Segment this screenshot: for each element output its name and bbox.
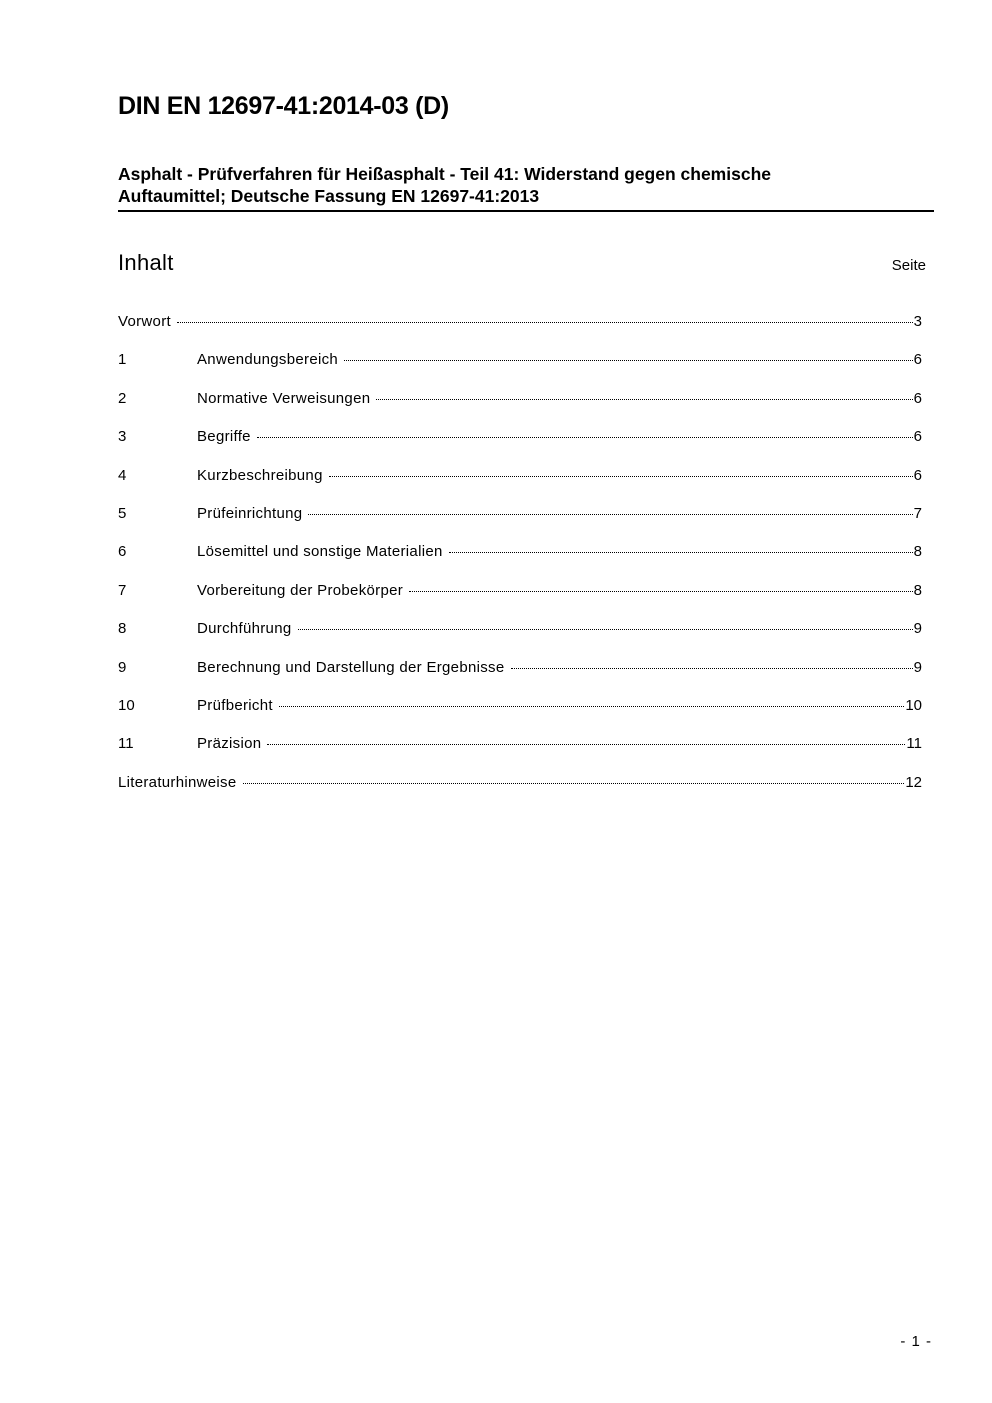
toc-entry-page: 11 bbox=[906, 735, 922, 753]
toc-entry-title: Vorbereitung der Probekörper bbox=[197, 581, 404, 599]
toc-entry-page: 8 bbox=[913, 543, 922, 561]
toc-entry-page: 9 bbox=[913, 620, 922, 638]
toc-entry-number: 11 bbox=[118, 735, 134, 753]
toc-entry-number: 10 bbox=[118, 696, 135, 714]
document-subtitle bbox=[118, 163, 934, 212]
toc-entry-title: Prüfeinrichtung bbox=[197, 504, 303, 522]
toc-leader-dots bbox=[409, 591, 913, 592]
toc-entry-title: Normative Verweisungen bbox=[197, 389, 371, 407]
toc-entry-title: Prüfbericht bbox=[197, 696, 273, 714]
toc-leader-dots bbox=[267, 744, 905, 745]
toc-entry-title: Lösemittel und sonstige Materialien bbox=[197, 543, 443, 561]
toc-entry-number: 9 bbox=[118, 658, 127, 676]
toc-entry-number: 6 bbox=[118, 543, 127, 561]
toc-entry-5[interactable] bbox=[118, 505, 922, 543]
toc-entry-page: 8 bbox=[913, 581, 922, 599]
toc-entry-number: 3 bbox=[118, 428, 127, 446]
toc-entry-title: Kurzbeschreibung bbox=[197, 466, 323, 484]
toc-entry-page: 6 bbox=[913, 428, 922, 446]
toc-entry-1[interactable] bbox=[118, 351, 922, 389]
toc-entry-title: Anwendungsbereich bbox=[197, 351, 339, 369]
toc-leader-dots bbox=[243, 783, 905, 784]
toc-entry-8[interactable] bbox=[118, 620, 922, 658]
toc-entry-title: Begriffe bbox=[197, 428, 251, 446]
toc-entry-page: 6 bbox=[913, 389, 922, 407]
toc-entry-literaturhinweise[interactable] bbox=[118, 774, 922, 812]
subtitle-line-2: Auftaumittel; Deutsche Fassung EN 12697-41:2013 bbox=[118, 186, 540, 206]
toc-entry-page: 9 bbox=[913, 658, 922, 676]
toc-entry-2[interactable] bbox=[118, 390, 922, 428]
toc-entry-9[interactable] bbox=[118, 659, 922, 697]
document-id: DIN EN 12697-41:2014-03 (D) bbox=[118, 92, 449, 120]
toc-entry-page: 6 bbox=[913, 466, 922, 484]
toc-entry-title: Präzision bbox=[197, 735, 262, 753]
toc-leader-dots bbox=[511, 668, 913, 669]
toc-entry-number: 4 bbox=[118, 466, 127, 484]
toc-entry-number: 2 bbox=[118, 389, 127, 407]
toc-entry-page: 12 bbox=[905, 773, 922, 791]
toc-entry-title: Berechnung und Darstellung der Ergebnisse bbox=[197, 658, 505, 676]
toc-entry-number: 1 bbox=[118, 351, 127, 369]
toc-leader-dots bbox=[257, 437, 913, 438]
toc-entry-page: 10 bbox=[905, 696, 922, 714]
toc-entry-6[interactable] bbox=[118, 543, 922, 581]
toc-entry-vorwort[interactable] bbox=[118, 313, 922, 351]
toc-leader-dots bbox=[279, 706, 904, 707]
subtitle-line-1: Asphalt - Prüfverfahren für Heißasphalt - Teil 41: Widerstand gegen chemische bbox=[118, 164, 771, 184]
toc-leader-dots bbox=[177, 322, 913, 323]
toc-entry-number: 5 bbox=[118, 504, 127, 522]
toc-entry-page: 3 bbox=[913, 313, 922, 330]
toc-entry-4[interactable] bbox=[118, 467, 922, 505]
toc-leader-dots bbox=[344, 360, 913, 361]
toc-leader-dots bbox=[376, 399, 912, 400]
toc-entry-number: 8 bbox=[118, 620, 127, 638]
toc-entry-title: Vorwort bbox=[118, 313, 171, 330]
toc-heading: Inhalt bbox=[118, 250, 174, 275]
toc-entry-7[interactable] bbox=[118, 582, 922, 620]
toc-leader-dots bbox=[329, 476, 913, 477]
toc-leader-dots bbox=[308, 514, 912, 515]
toc-page-label: Seite bbox=[891, 257, 926, 274]
toc-entry-title: Literaturhinweise bbox=[118, 773, 237, 791]
toc-entry-title: Durchführung bbox=[197, 620, 292, 638]
toc-leader-dots bbox=[449, 552, 913, 553]
toc-entry-10[interactable] bbox=[118, 697, 922, 735]
page-number: - 1 - bbox=[900, 1333, 932, 1350]
toc-entry-11[interactable] bbox=[118, 735, 922, 773]
table-of-contents bbox=[118, 313, 922, 812]
toc-entry-page: 7 bbox=[913, 504, 922, 522]
toc-entry-3[interactable] bbox=[118, 428, 922, 466]
toc-entry-page: 6 bbox=[913, 351, 922, 369]
toc-entry-number: 7 bbox=[118, 581, 127, 599]
toc-leader-dots bbox=[298, 629, 913, 630]
